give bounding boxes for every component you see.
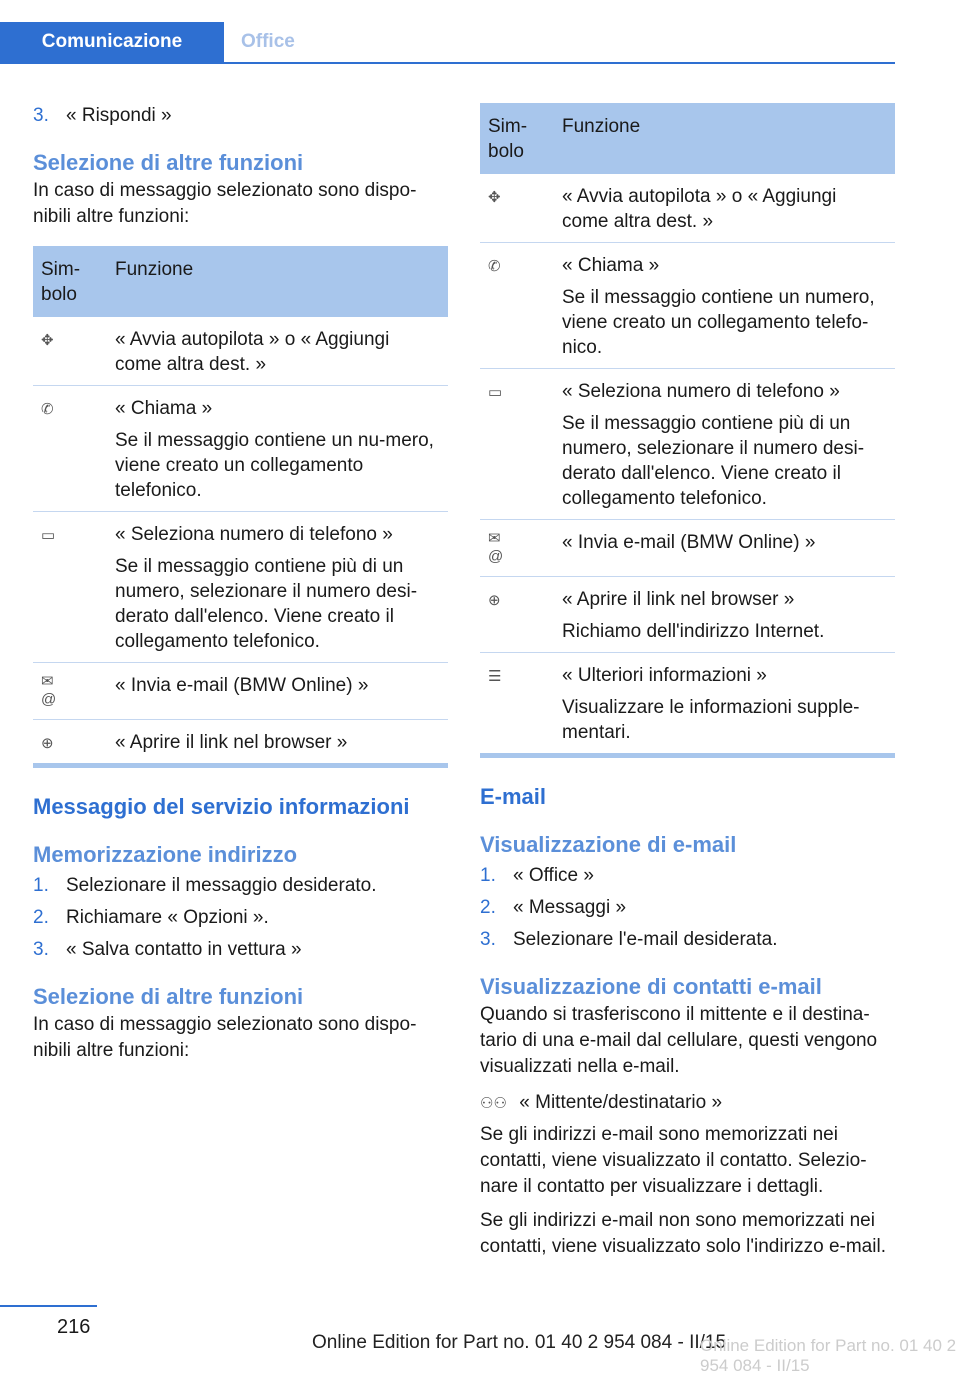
globe-icon: ⊕ xyxy=(488,592,501,609)
paragraph: Se gli indirizzi e-mail non sono memorizzati nei contatti, viene visualizzato solo l'indirizzo e-mail. xyxy=(480,1210,886,1257)
function-title: « Invia e-mail (BMW Online) » xyxy=(115,675,369,696)
email-icon: ✉@ xyxy=(41,673,57,708)
intro-text: In caso di messaggio selezionato sono dispo-nibili altre funzioni: xyxy=(33,180,417,227)
section-tabs xyxy=(0,22,895,64)
list-item xyxy=(480,860,895,892)
subsection-heading: Memorizzazione indirizzo xyxy=(33,842,298,867)
function-description: Richiamo dell'indirizzo Internet. xyxy=(562,621,825,642)
column-header-symbol: Sim-bolo xyxy=(33,246,107,317)
list-item xyxy=(480,892,895,924)
step-list-top xyxy=(33,100,448,132)
paragraph: Quando si trasferiscono il mittente e il destina-tario di una e-mail dal cellulare, questi vengono visualizzati nella e-mail. xyxy=(480,1004,878,1077)
table-row xyxy=(33,512,448,663)
column-header-symbol: Sim-bolo xyxy=(480,103,554,174)
function-title: « Ulteriori informazioni » xyxy=(562,665,767,686)
section-heading: E-mail xyxy=(480,784,547,809)
phone-icon: ✆ xyxy=(41,401,54,418)
step-text: « Salva contatto in vettura » xyxy=(66,939,302,960)
table-row xyxy=(33,317,448,386)
function-title: « Avvia autopilota » o « Aggiungi come altra dest. » xyxy=(115,329,390,375)
table-row xyxy=(33,386,448,512)
contact-line xyxy=(480,1090,895,1116)
email-icon: ✉@ xyxy=(488,530,504,565)
contact-label: « Mittente/destinatario » xyxy=(519,1092,723,1113)
function-title: « Aprire il link nel browser » xyxy=(115,732,348,753)
step-number: 1. xyxy=(33,875,49,896)
table-row xyxy=(480,520,895,577)
table-row xyxy=(480,243,895,369)
table-row xyxy=(480,577,895,653)
page-number: 216 xyxy=(57,1316,91,1338)
column-header-function: Funzione xyxy=(107,246,448,317)
step-number: 3. xyxy=(33,105,49,126)
section-heading: Messaggio del servizio informazioni xyxy=(33,794,410,819)
globe-icon: ⊕ xyxy=(41,735,54,752)
edition-footer: Online Edition for Part no. 01 40 2 954 084 - II/15 xyxy=(312,1332,727,1353)
watermark: Online Edition for Part no. 01 40 2 954 084 - II/15 xyxy=(700,1336,957,1375)
phone-icon: ✆ xyxy=(488,258,501,275)
function-title: « Seleziona numero di telefono » xyxy=(115,524,393,545)
phone-number-icon: ▭ xyxy=(488,384,503,401)
left-column xyxy=(33,100,448,1064)
step-text: Selezionare il messaggio desiderato. xyxy=(66,875,377,896)
function-description: Se il messaggio contiene più di un numero, selezionare il numero desi-derato dall'elenco. Viene creato il collegamento telefonico. xyxy=(115,556,418,652)
function-description: Se il messaggio contiene più di un numero, selezionare il numero desi-derato dall'elenco. Viene creato il collegamento telefonico. xyxy=(562,413,865,509)
list-item xyxy=(33,934,448,966)
step-list xyxy=(480,860,895,956)
step-number: 1. xyxy=(480,865,496,886)
table-row xyxy=(480,174,895,243)
list-item xyxy=(480,924,895,956)
function-description: Visualizzare le informazioni supple-mentari. xyxy=(562,697,860,743)
intro-text: In caso di messaggio selezionato sono dispo-nibili altre funzioni: xyxy=(33,1014,417,1061)
step-text: « Rispondi » xyxy=(66,105,172,126)
step-text: Richiamare « Opzioni ». xyxy=(66,907,269,928)
step-number: 2. xyxy=(480,897,496,918)
subsection-heading: Visualizzazione di contatti e-mail xyxy=(480,974,822,999)
contacts-icon: ⚇⚇ xyxy=(480,1095,507,1112)
phone-number-icon: ▭ xyxy=(41,527,56,544)
table-row xyxy=(480,369,895,520)
function-title: « Avvia autopilota » o « Aggiungi come altra dest. » xyxy=(562,186,837,232)
functions-table xyxy=(33,246,448,768)
function-description: Se il messaggio contiene un numero, viene creato un collegamento telefo-nico. xyxy=(562,287,875,358)
navigate-icon: ✥ xyxy=(488,189,501,206)
section-heading: Selezione di altre funzioni xyxy=(33,150,304,175)
navigate-icon: ✥ xyxy=(41,332,54,349)
subsection-heading: Visualizzazione di e-mail xyxy=(480,832,737,857)
step-text: « Office » xyxy=(513,865,594,886)
step-text: Selezionare l'e-mail desiderata. xyxy=(513,929,778,950)
page-number-rule xyxy=(0,1305,97,1307)
step-number: 2. xyxy=(33,907,49,928)
right-column xyxy=(480,103,895,1260)
table-row xyxy=(33,663,448,720)
subsection-heading: Selezione di altre funzioni xyxy=(33,984,304,1009)
step-number: 3. xyxy=(33,939,49,960)
list-item xyxy=(33,902,448,934)
info-icon: ☰ xyxy=(488,668,502,685)
paragraph: Se gli indirizzi e-mail sono memorizzati nei contatti, viene visualizzato il contatto. Selezio-nare il contatto per visualizzare i dettagli. xyxy=(480,1124,867,1197)
step-text: « Messaggi » xyxy=(513,897,627,918)
list-item xyxy=(33,100,448,132)
function-title: « Aprire il link nel browser » xyxy=(562,589,795,610)
column-header-function: Funzione xyxy=(554,103,895,174)
function-title: « Chiama » xyxy=(562,255,660,276)
functions-table xyxy=(480,103,895,758)
step-list xyxy=(33,870,448,966)
function-title: « Invia e-mail (BMW Online) » xyxy=(562,532,816,553)
table-row xyxy=(480,653,895,756)
list-item xyxy=(33,870,448,902)
step-number: 3. xyxy=(480,929,496,950)
table-row xyxy=(33,720,448,766)
tab-comunicazione[interactable]: Comunicazione xyxy=(0,22,224,62)
function-description: Se il messaggio contiene un nu-mero, viene creato un collegamento telefonico. xyxy=(115,430,434,501)
function-title: « Chiama » xyxy=(115,398,213,419)
function-title: « Seleziona numero di telefono » xyxy=(562,381,840,402)
tab-office[interactable]: Office xyxy=(241,31,295,52)
